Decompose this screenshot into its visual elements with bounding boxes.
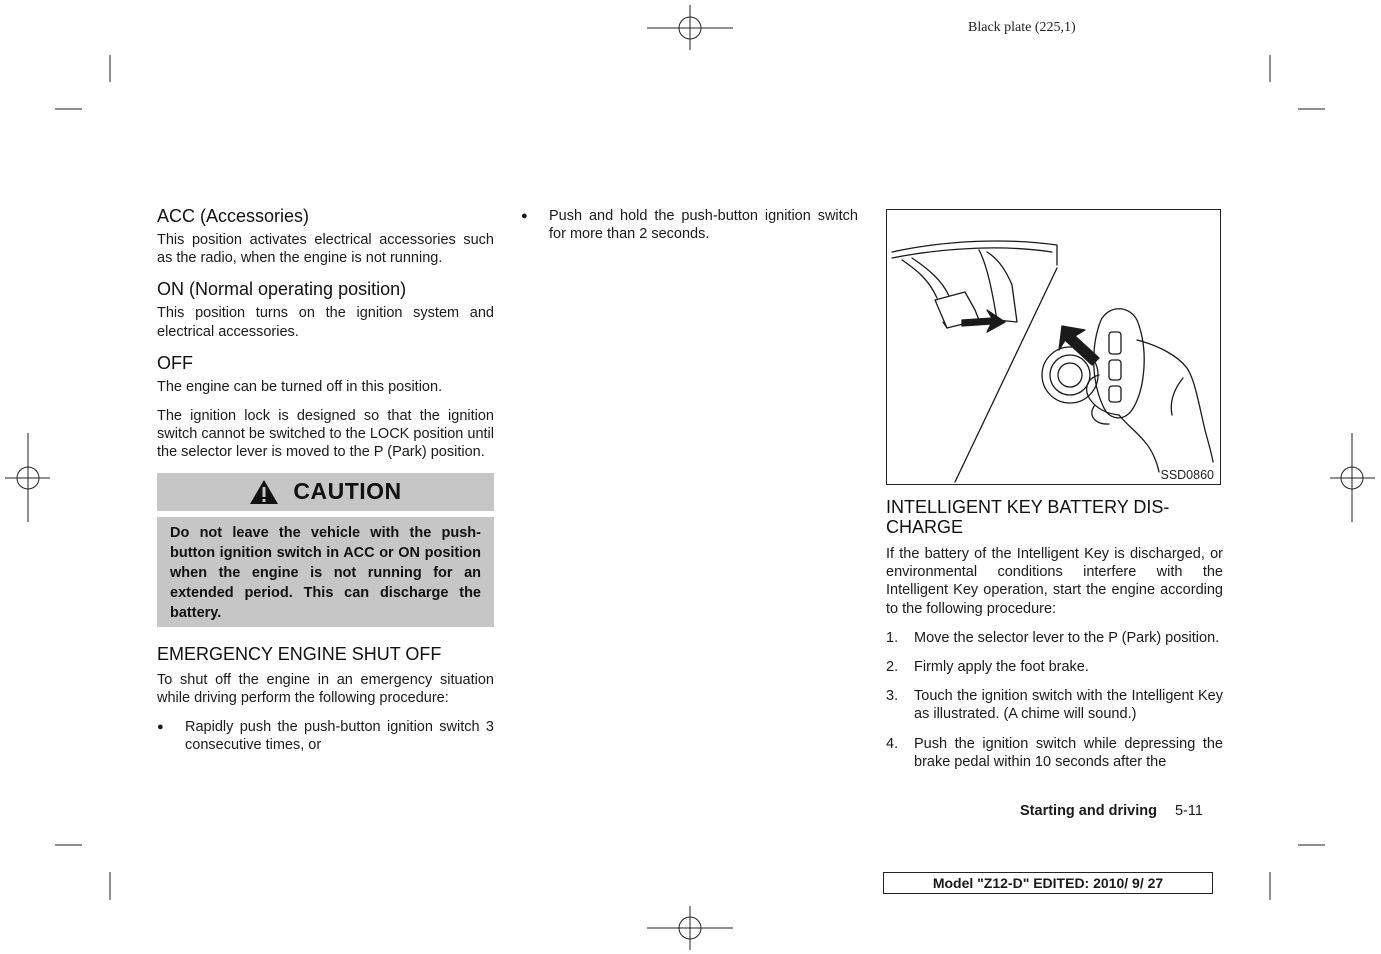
ignition-illustration xyxy=(886,209,1221,485)
acc-heading: ACC (Accessories) xyxy=(157,206,310,226)
model-stamp: Model "Z12-D" EDITED: 2010/ 9/ 27 xyxy=(883,872,1213,894)
step-text: Firmly apply the foot brake. xyxy=(914,659,1089,676)
column-right xyxy=(886,207,1223,782)
list-item xyxy=(886,658,1223,676)
column-middle xyxy=(521,207,858,254)
step-number: 4. xyxy=(886,735,899,752)
step-text: Touch the ignition switch with the Intelligent Key as illustrated. (A chime will sound.) xyxy=(914,688,1223,723)
list-item xyxy=(521,207,858,243)
caution-header xyxy=(157,473,494,511)
bullet-text: Rapidly push the push-button ignition switch 3 consecutive times, or xyxy=(185,719,494,754)
lock-text: The ignition lock is designed so that the ignition switch cannot be switched to the LOCK position until the selector lever is moved to the P (Park) position. xyxy=(157,408,494,461)
bullet-icon: ● xyxy=(521,210,528,222)
list-item xyxy=(886,687,1223,723)
list-item xyxy=(157,718,494,754)
bullet-icon: ● xyxy=(157,721,164,734)
page-footer xyxy=(1020,803,1203,819)
list-item xyxy=(886,735,1223,771)
caution-title: CAUTION xyxy=(293,478,402,505)
column-left xyxy=(157,205,494,765)
plate-label: Black plate (225,1) xyxy=(968,20,1076,35)
emergency-heading: EMERGENCY ENGINE SHUT OFF xyxy=(157,643,442,664)
step-text: Move the selector lever to the P (Park) position. xyxy=(914,629,1220,646)
emergency-text: To shut off the engine in an emergency situation while driving perform the following procedure: xyxy=(157,671,494,706)
on-heading: ON (Normal operating position) xyxy=(157,279,407,300)
warning-triangle-icon xyxy=(249,479,279,505)
acc-text: This position activates electrical accessories such as the radio, when the engine is not running. xyxy=(157,232,494,267)
bullet-text: Push and hold the push-button ignition switch for more than 2 seconds. xyxy=(549,208,858,243)
off-heading: OFF xyxy=(157,352,193,373)
page-number: 5-11 xyxy=(1174,803,1203,819)
figure-code: SSD0860 xyxy=(1160,468,1214,482)
battery-heading: INTELLIGENT KEY BATTERY DIS-CHARGE xyxy=(886,497,1170,537)
step-text: Push the ignition switch while depressing the brake pedal within 10 seconds after the xyxy=(914,735,1223,770)
key-ignition-illustration xyxy=(887,210,1220,484)
caution-text: Do not leave the vehicle with the push-button ignition switch in ACC or ON position when the engine is not running for an extended period. This can discharge the battery. xyxy=(157,517,494,627)
step-number: 3. xyxy=(886,688,899,705)
list-item xyxy=(886,629,1223,647)
step-number: 1. xyxy=(886,629,899,646)
battery-text: If the battery of the Intelligent Key is discharged, or environmental conditions interfere with the Intelligent Key operation, start the engine according to the following procedure: xyxy=(886,546,1223,617)
step-number: 2. xyxy=(886,659,899,676)
section-name: Starting and driving xyxy=(1020,803,1157,819)
off-text: The engine can be turned off in this position. xyxy=(157,378,443,395)
on-text: This position turns on the ignition system and electrical accessories. xyxy=(157,305,494,340)
